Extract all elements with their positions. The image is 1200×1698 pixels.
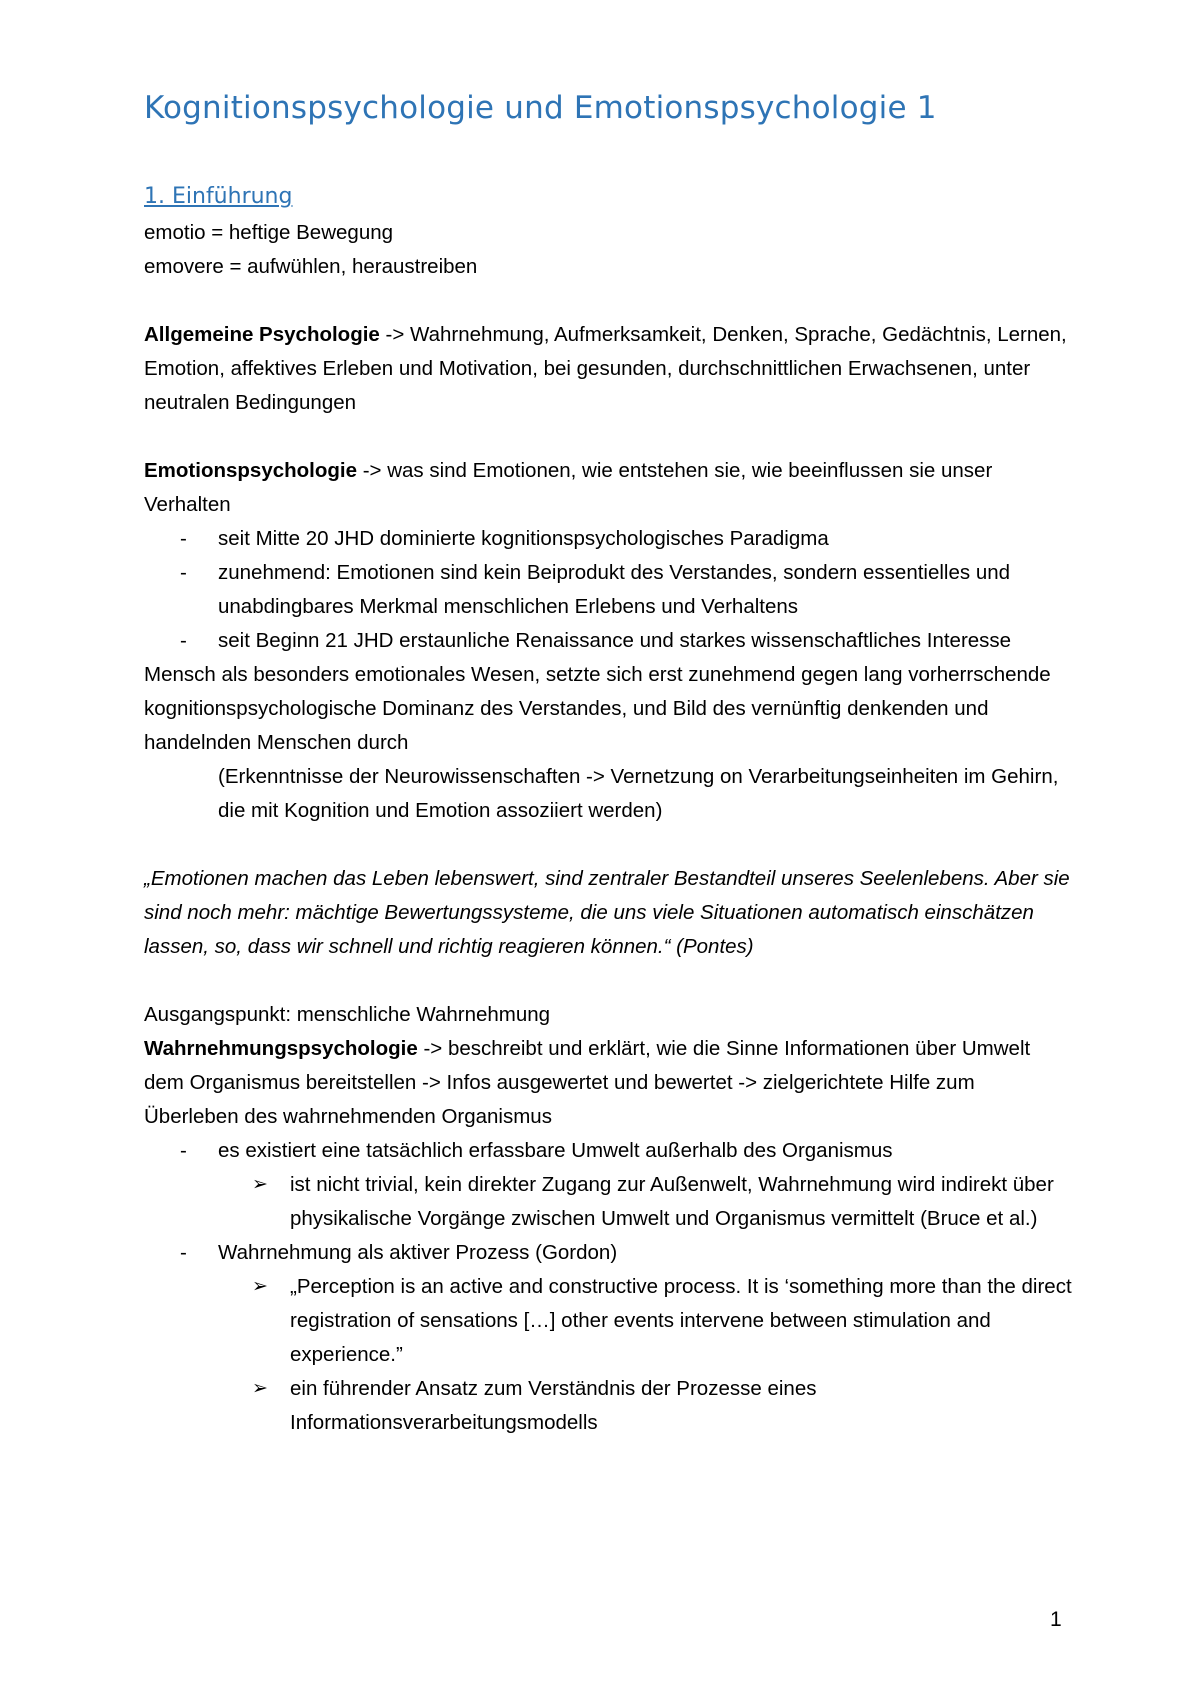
sub-list-item-text: ist nicht trivial, kein direkter Zugang zur Außenwelt, Wahrnehmung wird indirekt über physikalische Vorgänge zwischen Umwelt und Organismus vermittelt (Bruce et al.) <box>290 1173 1054 1230</box>
term-wahrnehmungspsychologie: Wahrnehmungspsychologie <box>144 1037 418 1060</box>
sub-list-item-text: „Perception is an active and constructive process. It is ‘something more than the direct registration of sensations […] other events intervene between stimulation and experience.” <box>290 1275 1072 1366</box>
list-item-text: seit Mitte 20 JHD dominierte kognitionspsychologisches Paradigma <box>218 527 829 550</box>
allgemeine-psychologie-paragraph <box>144 318 1074 420</box>
list-item <box>144 624 1074 658</box>
document-title: Kognitionspsychologie und Emotionspsychologie 1 <box>144 90 937 126</box>
pontes-quote: „Emotionen machen das Leben lebenswert, sind zentraler Bestandteil unseres Seelenlebens. Aber sie sind noch mehr: mächtige Bewertungssysteme, die uns viele Situationen automatisch einschätzen lassen, so, dass wir schnell und richtig reagieren können.“ (Pontes) <box>144 867 1070 958</box>
list-item-text: Wahrnehmung als aktiver Prozess (Gordon) <box>218 1241 618 1264</box>
wahrnehmungspsychologie-text: -> beschreibt und erklärt, wie die Sinne Informationen über Umwelt dem Organismus bereitstellen -> Infos ausgewertet und bewertet -> zielgerichtete Hilfe zum Überleben des wahrnehmenden Organismus <box>144 1037 1031 1128</box>
sub-list-item <box>144 1168 1074 1236</box>
dash-bullet: - <box>180 1241 187 1264</box>
etymology-emotio: emotio = heftige Bewegung <box>144 221 394 244</box>
dash-bullet: - <box>180 561 187 584</box>
allgemeine-psychologie-text: -> Wahrnehmung, Aufmerksamkeit, Denken, Sprache, Gedächtnis, Lernen, Emotion, affektives Erleben und Motivation, bei gesunden, durchschnittlichen Erwachsenen, unter neutralen Bedingungen <box>144 323 1067 414</box>
document-body <box>144 216 1074 1440</box>
list-item <box>144 1134 1074 1168</box>
list-item-text: seit Beginn 21 JHD erstaunliche Renaissance und starkes wissenschaftliches Interesse <box>218 629 1012 652</box>
list-item-text: es existiert eine tatsächlich erfassbare Umwelt außerhalb des Organismus <box>218 1139 893 1162</box>
list-item <box>144 522 1074 556</box>
page-number: 1 <box>1050 1608 1062 1631</box>
term-allgemeine-psychologie: Allgemeine Psychologie <box>144 323 380 346</box>
arrow-bullet-icon: ➢ <box>252 1174 268 1195</box>
emotionspsychologie-text: -> was sind Emotionen, wie entstehen sie, wie beeinflussen sie unser Verhalten <box>144 459 993 516</box>
emotionspsychologie-paragraph <box>144 454 1074 522</box>
section-heading-einfuehrung[interactable]: 1. Einführung <box>144 184 293 209</box>
sub-list-item <box>144 1372 1074 1440</box>
wahrnehmungspsychologie-paragraph <box>144 1032 1074 1134</box>
list-item <box>144 1236 1074 1270</box>
sub-list-item <box>144 1270 1074 1372</box>
dash-bullet: - <box>180 527 187 550</box>
sub-list-item-text: ein führender Ansatz zum Verständnis der Prozesse eines Informationsverarbeitungsmodells <box>290 1377 817 1434</box>
arrow-bullet-icon: ➢ <box>252 1276 268 1297</box>
term-emotionspsychologie: Emotionspsychologie <box>144 459 357 482</box>
mensch-paragraph: Mensch als besonders emotionales Wesen, setzte sich erst zunehmend gegen lang vorherrschende kognitionspsychologische Dominanz des Verstandes, und Bild des vernünftig denkenden und handelnden Menschen durch <box>144 663 1051 754</box>
etymology-emovere: emovere = aufwühlen, heraustreiben <box>144 255 478 278</box>
list-item <box>144 556 1074 624</box>
ausgangspunkt-line: Ausgangspunkt: menschliche Wahrnehmung <box>144 1003 551 1026</box>
dash-bullet: - <box>180 629 187 652</box>
arrow-bullet-icon: ➢ <box>252 1378 268 1399</box>
erkenntnisse-paragraph: (Erkenntnisse der Neurowissenschaften -> Vernetzung on Verarbeitungseinheiten im Gehirn, die mit Kognition und Emotion assoziiert werden) <box>218 765 1059 822</box>
list-item-text: zunehmend: Emotionen sind kein Beiprodukt des Verstandes, sondern essentielles und unabdingbares Merkmal menschlichen Erlebens und Verhaltens <box>218 561 1011 618</box>
dash-bullet: - <box>180 1139 187 1162</box>
